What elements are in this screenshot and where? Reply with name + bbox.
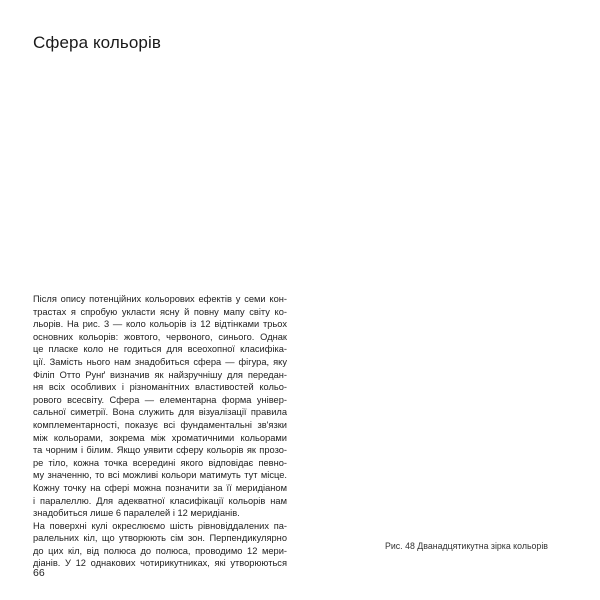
- text-line: ралельних кіл, що утворюють сім зон. Перпендикулярно: [33, 533, 287, 544]
- text-line: На поверхні кулі окреслюємо шість рівновіддалених па-: [33, 520, 287, 531]
- text-line: льорів. На рис. 3 — коло кольорів із 12 відтінками трьох: [33, 319, 287, 330]
- text-line: та чорним і білим. Якщо уявити сферу кольорів як прозо-: [33, 445, 287, 456]
- text-line: знадобиться лише 6 паралелей і 12 меридіанів.: [33, 508, 240, 519]
- body-text: [33, 293, 287, 570]
- page-title: Сфера кольорів: [33, 33, 161, 52]
- text-line: Філіп Отто Рунґ визначив як найзручнішу для передан-: [33, 369, 287, 380]
- text-line: комплементарності, показує всі фундаментальні зв'язки: [33, 419, 287, 430]
- text-line: трастах я спробую укласти ясну й повну мапу світу ко-: [33, 306, 287, 317]
- text-line: основних кольорів: жовтого, червоного, синього. Однак: [33, 331, 287, 342]
- page-number: 66: [33, 567, 45, 579]
- text-line: до цих кіл, від полюса до полюса, проводимо 12 мери-: [33, 545, 287, 556]
- text-line: і паралеллю. Для адекватної класифікації кольорів нам: [33, 495, 287, 506]
- figure-caption: Рис. 48 Дванадцятикутна зірка кольорів: [385, 541, 548, 551]
- text-line: між кольорами, зокрема між хроматичними кольорами: [33, 432, 287, 443]
- text-line: Кожну точку на сфері можна позначити за її меридіаном: [33, 482, 287, 493]
- text-line: діанів. У 12 однакових чотирикутниках, які утворюються: [33, 558, 287, 569]
- paragraph-2: [33, 520, 287, 570]
- text-line: ції. Замість нього нам знадобиться сфера — фігура, яку: [33, 356, 287, 367]
- text-line: сальної симетрії. Вона служить для візуалізації правила: [33, 407, 287, 418]
- text-line: му значенню, то всі можливі кольори матимуть тут місце.: [33, 470, 287, 481]
- text-line: Після опису потенційних кольорових ефектів у семи кон-: [33, 294, 287, 304]
- text-line: ня всіх особливих і різноманітних властивостей кольо-: [33, 382, 287, 393]
- paragraph-1: [33, 293, 287, 520]
- text-line: ре тіло, кожна точка всередині якого відповідає певно-: [33, 457, 287, 468]
- text-line: це пласке коло не годиться для всеохопної класифіка-: [33, 344, 287, 355]
- text-line: рового всесвіту. Сфера — елементарна форма універ-: [33, 394, 287, 405]
